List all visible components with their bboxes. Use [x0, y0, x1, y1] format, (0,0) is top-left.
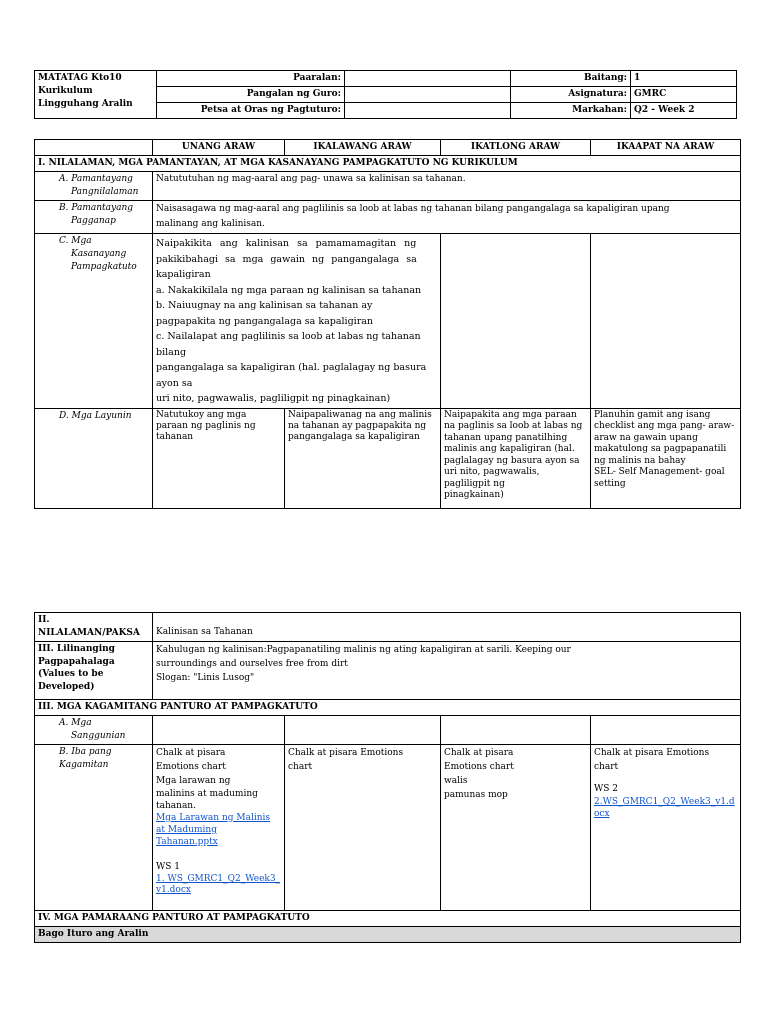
- section1-title: I. NILALAMAN, MGA PAMANTAYAN, AT MGA KASANAYANG PAMPAGKATUTO NG KURIKULUM: [35, 156, 741, 172]
- pamaraang-panturo-title: IV. MGA PAMARAANG PANTURO AT PAMPAGKATUTO: [35, 911, 741, 927]
- sanggunian-day1: [153, 716, 285, 745]
- sanggunian-day2: [285, 716, 441, 745]
- iba-pang-kagamitan-label: B. Iba pang Kagamitan: [35, 745, 153, 911]
- markahan-value: Q2 - Week 2: [631, 103, 737, 119]
- kasanayang-pampagkatuto-text: Naipakikita ang kalinisan sa pamamamagitan ng pakikibahagi sa mga gawain ng pangangalaga sa kapaligiran a. Nakakikilala ng mga paraan ng kalinisan sa tahanan b. Naiuugnay na ang kalinisan sa tahanan ay pagpapakita ng pangangalaga sa kapaligiran c. Nailalapat ang paglilinis sa loob at labas ng tahanan bilang pangangalaga sa kapaligiran (hal. paglalagay ng basura ayon sa uri nito, pagwawalis, pagliligpit ng pinagkainan): [153, 234, 441, 409]
- lesson-table-2: [34, 612, 741, 943]
- lesson-table: [34, 139, 741, 509]
- mga-layunin-label: D. Mga Layunin: [35, 408, 153, 508]
- day-header-2: IKALAWANG ARAW: [285, 140, 441, 156]
- sanggunian-day4: [591, 716, 741, 745]
- petsa-value[interactable]: [345, 103, 511, 119]
- kagamitang-panturo-title: III. MGA KAGAMITANG PANTURO AT PAMPAGKATUTO: [35, 700, 741, 716]
- program-title: MATATAG Kto10 Kurikulum Lingguhang Aralin: [35, 71, 157, 119]
- guro-label: Pangalan ng Guro:: [157, 87, 345, 103]
- baitang-value: 1: [631, 71, 737, 87]
- day-header-4: IKAAPAT NA ARAW: [591, 140, 741, 156]
- kagamitan-day4: Chalk at pisara Emotions chart WS 2 2.WS_GMRC1_Q2_Week3_v1.docx: [591, 745, 741, 911]
- larawan-pptx-link[interactable]: Mga Larawan ng Malinis at Maduming Tahanan.pptx: [156, 813, 270, 847]
- layunin-day3: Naipapakita ang mga paraan na paglinis sa loob at labas ng tahanan upang panatilhing malinis ang kapaligiran (hal. paglalagay ng basura ayon sa uri nito, pagwawalis, pagliligpit ng pinagkainan): [441, 408, 591, 508]
- ws1-docx-link[interactable]: 1. WS_GMRC1_Q2_Week3_v1.docx: [156, 874, 281, 895]
- sanggunian-label: A. Mga Sanggunian: [35, 716, 153, 745]
- markahan-label: Markahan:: [511, 103, 631, 119]
- sanggunian-day3: [441, 716, 591, 745]
- kagamitan-day1: Chalk at pisara Emotions chart Mga larawan ng malinins at maduming tahanan. Mga Larawan ng Malinis at Maduming Tahanan.pptx WS 1 1. WS_GMRC1_Q2_Week3_v1.docx: [153, 745, 285, 911]
- header-table: [34, 70, 737, 119]
- kasanayang-empty-1: [441, 234, 591, 409]
- kasanayang-pampagkatuto-label: C. Mga Kasanayang Pampagkatuto: [35, 234, 153, 409]
- nilalaman-paksa-label: II. NILALAMAN/PAKSA: [35, 613, 153, 642]
- asignatura-label: Asignatura:: [511, 87, 631, 103]
- ws2-docx-link[interactable]: 2.WS_GMRC1_Q2_Week3_v1.docx: [594, 797, 735, 819]
- paaralan-value[interactable]: [345, 71, 511, 87]
- corner-cell: [35, 140, 153, 156]
- paaralan-label: Paaralan:: [157, 71, 345, 87]
- bago-ituro-subheader: Bago Ituro ang Aralin: [35, 927, 741, 943]
- baitang-label: Baitang:: [511, 71, 631, 87]
- asignatura-value: GMRC: [631, 87, 737, 103]
- layunin-day2: Naipapaliwanag na ang malinis na tahanan ay pagpapakita ng pangangalaga sa kapaligiran: [285, 408, 441, 508]
- nilalaman-paksa-value: Kalinisan sa Tahanan: [153, 613, 741, 642]
- petsa-label: Petsa at Oras ng Pagtuturo:: [157, 103, 345, 119]
- day-header-1: UNANG ARAW: [153, 140, 285, 156]
- guro-value[interactable]: [345, 87, 511, 103]
- kagamitan-day2: Chalk at pisara Emotions chart: [285, 745, 441, 911]
- kasanayang-empty-2: [591, 234, 741, 409]
- pamantayang-pangnilalaman-label: A. Pamantayang Pangnilalaman: [35, 172, 153, 201]
- kagamitan-day3: Chalk at pisara Emotions chart walis pamunas mop: [441, 745, 591, 911]
- pamantayang-pagganap-text: Naisasagawa ng mag-aaral ang paglilinis sa loob at labas ng tahanan bilang pangangalaga sa kapaligiran upang malinang ang kalinisan.: [153, 201, 741, 234]
- lilinanging-pagpapahalaga-text: Kahulugan ng kalinisan:Pagpapanatiling malinis ng ating kapaligiran at sarili. Keeping our surroundings and ourselves free from dirt Slogan: "Linis Lusog": [153, 642, 741, 700]
- lilinanging-pagpapahalaga-label: III. Lilinanging Pagpapahalaga (Values to be Developed): [35, 642, 153, 700]
- pamantayang-pagganap-label: B. Pamantayang Pagganap: [35, 201, 153, 234]
- layunin-day4: Planuhin gamit ang isang checklist ang mga pang- araw-araw na gawain upang makatulong sa pagpapanatili ng malinis na bahay SEL- Self Management- goal setting: [591, 408, 741, 508]
- day-header-3: IKATLONG ARAW: [441, 140, 591, 156]
- layunin-day1: Natutukoy ang mga paraan ng paglinis ng tahanan: [153, 408, 285, 508]
- pamantayang-pangnilalaman-text: Natututuhan ng mag-aaral ang pag- unawa sa kalinisan sa tahanan.: [153, 172, 741, 201]
